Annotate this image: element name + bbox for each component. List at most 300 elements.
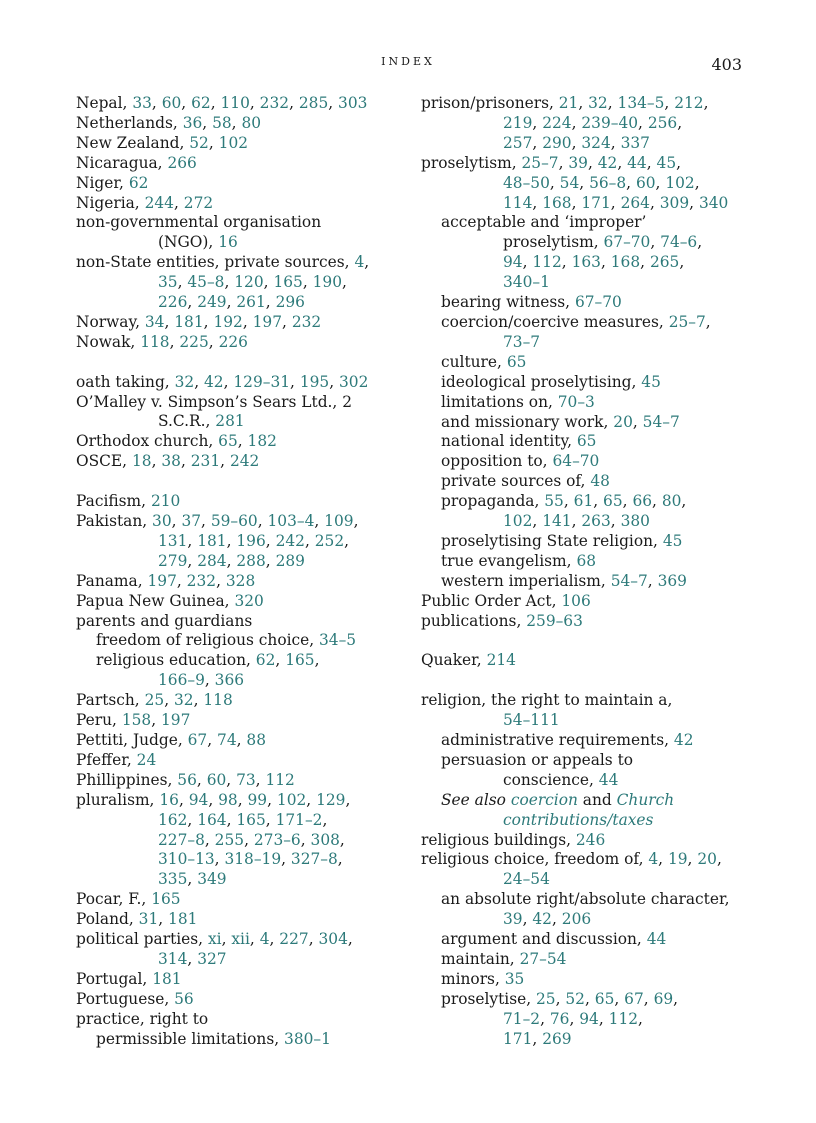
entry-text: , xyxy=(193,691,204,710)
page-reference[interactable]: 42 xyxy=(532,910,552,929)
page-reference[interactable]: 380–1 xyxy=(284,1029,331,1048)
page-reference[interactable]: 25 xyxy=(536,989,556,1008)
entry-text: , xyxy=(196,770,207,789)
page-reference[interactable]: 4 xyxy=(259,930,270,949)
entry-text: , xyxy=(658,850,668,869)
index-entry xyxy=(76,194,412,214)
page-reference[interactable]: xi xyxy=(207,930,222,949)
page-reference[interactable]: 34 xyxy=(144,312,165,331)
page-reference[interactable]: 27–54 xyxy=(519,949,567,968)
page-reference[interactable]: 33 xyxy=(132,94,152,112)
page-reference[interactable]: 4 xyxy=(648,850,659,869)
page-number: 403 xyxy=(711,55,742,74)
entry-text: religion, the right to maintain a, xyxy=(421,691,673,710)
page-reference[interactable]: 102 xyxy=(276,790,307,809)
page-reference[interactable]: 109 xyxy=(324,512,354,530)
page-reference[interactable]: 196 xyxy=(236,531,266,550)
page-reference[interactable]: 56–8 xyxy=(589,173,627,192)
entry-text: Panama, xyxy=(76,571,148,590)
page-reference[interactable]: 102 xyxy=(503,512,533,531)
page-reference[interactable]: 320 xyxy=(234,591,264,610)
entry-text: Nicaragua, xyxy=(76,153,168,172)
page-reference[interactable]: 171 xyxy=(581,193,611,212)
entry-text: , xyxy=(638,1009,643,1028)
index-continuation xyxy=(76,811,412,831)
entry-text: , xyxy=(571,133,582,152)
page-reference[interactable]: 259–63 xyxy=(526,611,583,630)
page-reference[interactable]: 284 xyxy=(197,551,227,570)
page-reference[interactable]: 66 xyxy=(632,492,653,511)
page-reference[interactable]: 19 xyxy=(667,850,688,869)
entry-text: , xyxy=(344,531,350,550)
entry-text: and missionary work, xyxy=(441,412,614,431)
page-reference[interactable]: 38 xyxy=(161,452,181,471)
page-reference[interactable]: 242 xyxy=(275,531,305,550)
page-reference[interactable]: 54 xyxy=(559,173,580,192)
page-reference[interactable]: 64–70 xyxy=(552,452,600,471)
page-reference[interactable]: 164 xyxy=(197,810,227,829)
page-reference[interactable]: 327–8 xyxy=(290,850,338,869)
page-reference[interactable]: 30 xyxy=(152,512,172,530)
entry-text: Nepal, xyxy=(76,94,133,112)
page-reference[interactable]: 68 xyxy=(576,551,597,570)
page-reference[interactable]: 308 xyxy=(310,830,340,849)
page-reference[interactable]: 60 xyxy=(635,173,656,192)
page-reference[interactable]: 62 xyxy=(191,94,211,112)
page-reference[interactable]: 168 xyxy=(542,193,572,212)
page-reference[interactable]: 32 xyxy=(588,94,608,112)
page-reference[interactable]: 182 xyxy=(247,432,277,451)
page-reference[interactable]: 369 xyxy=(657,571,687,590)
index-column-left xyxy=(76,94,412,1049)
running-header: INDEX xyxy=(381,55,435,68)
page-reference[interactable]: 181 xyxy=(197,531,227,550)
page-reference[interactable]: 288 xyxy=(236,551,266,570)
page-reference[interactable]: 249 xyxy=(197,293,227,312)
page-reference[interactable]: 310–13 xyxy=(158,850,215,869)
page-reference[interactable]: 20 xyxy=(697,850,717,869)
page-reference[interactable]: 39 xyxy=(568,153,588,172)
page-reference[interactable]: 70–3 xyxy=(557,392,595,411)
page-reference[interactable]: 16 xyxy=(159,790,179,809)
page-reference[interactable]: 272 xyxy=(183,193,214,212)
index-entry xyxy=(76,174,412,194)
entry-text: , xyxy=(540,1009,550,1028)
entry-text: , xyxy=(664,94,675,112)
page-reference[interactable]: 31 xyxy=(138,910,159,929)
page-reference[interactable]: 232 xyxy=(291,312,322,331)
index-column-right xyxy=(421,94,751,1049)
entry-text: , xyxy=(164,312,175,331)
index-continuation xyxy=(421,1010,751,1030)
page-reference[interactable]: 55 xyxy=(544,492,564,511)
entry-text: , xyxy=(181,94,192,112)
page-reference[interactable]: 21 xyxy=(558,94,579,112)
entry-text: , xyxy=(584,989,595,1008)
cross-reference-term[interactable]: contributions/taxes xyxy=(503,810,654,829)
page-reference[interactable]: 56 xyxy=(177,770,197,789)
page-reference[interactable]: 24 xyxy=(136,750,157,769)
page-reference[interactable]: 32 xyxy=(174,372,195,391)
cross-reference-term[interactable]: Church xyxy=(616,790,675,809)
page-reference[interactable]: 181 xyxy=(152,969,182,988)
page-reference[interactable]: 32 xyxy=(174,691,194,710)
page-reference[interactable]: 165 xyxy=(151,890,181,909)
entry-text: , xyxy=(151,94,162,112)
page-reference[interactable]: 224 xyxy=(542,113,572,132)
page-reference[interactable]: 35 xyxy=(504,969,525,988)
page-reference[interactable]: 94 xyxy=(503,253,523,272)
entry-text: , xyxy=(652,492,662,511)
page-reference[interactable]: 25–7 xyxy=(668,312,706,331)
page-reference[interactable]: 69 xyxy=(653,989,674,1008)
page-reference[interactable]: 129–31 xyxy=(233,372,291,391)
page-reference[interactable]: 42 xyxy=(597,153,618,172)
page-reference[interactable]: 67–70 xyxy=(574,293,622,312)
entry-text: , xyxy=(650,233,661,252)
page-reference[interactable]: 166–9 xyxy=(158,671,205,690)
page-reference[interactable]: 65 xyxy=(603,492,623,511)
page-reference[interactable]: 314 xyxy=(158,949,188,968)
index-subentry xyxy=(421,452,751,472)
entry-text: , xyxy=(263,273,274,292)
page-reference[interactable]: 88 xyxy=(246,730,267,749)
page-reference[interactable]: 67 xyxy=(187,730,208,749)
page-reference[interactable]: 45 xyxy=(656,153,677,172)
page-reference[interactable]: 206 xyxy=(561,910,592,929)
page-reference[interactable]: 74–6 xyxy=(660,233,698,252)
page-reference[interactable]: 114 xyxy=(503,193,533,212)
page-reference[interactable]: 165 xyxy=(285,651,315,670)
page-reference[interactable]: xii xyxy=(231,930,250,949)
page-reference[interactable]: 48–50 xyxy=(503,173,550,192)
entry-text: , xyxy=(151,711,162,730)
index-subentry xyxy=(76,631,412,651)
page-reference[interactable]: 45 xyxy=(662,531,683,550)
page-reference[interactable]: 80 xyxy=(241,113,262,132)
page-reference[interactable]: 227 xyxy=(279,930,309,949)
page-reference[interactable]: 45 xyxy=(641,372,661,391)
page-reference[interactable]: 171 xyxy=(503,1029,533,1048)
page-reference[interactable]: 197 xyxy=(147,571,177,590)
index-entry xyxy=(421,850,751,870)
page-reference[interactable]: 289 xyxy=(275,551,305,570)
page-reference[interactable]: 273–6 xyxy=(253,830,301,849)
page-reference[interactable]: 261 xyxy=(236,293,266,312)
page-reference[interactable]: 48 xyxy=(590,472,610,491)
page-reference[interactable]: 232 xyxy=(186,571,217,590)
entry-text: New Zealand, xyxy=(76,133,190,152)
page-reference[interactable]: 52 xyxy=(565,989,585,1008)
page-reference[interactable]: 263 xyxy=(581,512,611,531)
page-reference[interactable]: 168 xyxy=(610,253,641,272)
entry-text: , xyxy=(328,94,339,112)
entry-text: , xyxy=(694,173,700,192)
page-reference[interactable]: 120 xyxy=(234,273,264,292)
entry-text: (NGO), xyxy=(158,233,219,252)
index-spacer xyxy=(421,671,751,691)
page-reference[interactable]: 98 xyxy=(218,790,238,809)
index-entry xyxy=(76,333,412,353)
page-reference[interactable]: 265 xyxy=(649,253,680,272)
index-entry xyxy=(76,691,412,711)
page-reference[interactable]: 195 xyxy=(299,372,330,391)
entry-text: , xyxy=(265,531,276,550)
page-reference[interactable]: 340–1 xyxy=(503,273,550,292)
page-reference[interactable]: 67–70 xyxy=(603,233,651,252)
index-continuation xyxy=(76,950,412,970)
page-reference[interactable]: 304 xyxy=(318,930,348,949)
index-subentry xyxy=(421,950,751,970)
entry-text: , xyxy=(249,930,260,949)
page-reference[interactable]: 16 xyxy=(218,233,238,252)
page-reference[interactable]: 36 xyxy=(182,113,203,132)
page-reference[interactable]: 324 xyxy=(581,133,611,152)
page-reference[interactable]: 269 xyxy=(542,1029,572,1048)
index-subentry xyxy=(421,432,751,452)
page-reference[interactable]: 328 xyxy=(225,571,256,590)
page-reference[interactable]: 281 xyxy=(215,412,245,431)
index-subentry xyxy=(421,930,751,950)
page-reference[interactable]: 39 xyxy=(503,910,523,929)
page-reference[interactable]: 112 xyxy=(532,253,562,272)
page-reference[interactable]: 99 xyxy=(247,790,268,809)
page-reference[interactable]: 25–7 xyxy=(521,153,559,172)
index-subentry xyxy=(421,970,751,990)
page-reference[interactable]: 44 xyxy=(646,930,667,949)
page-reference[interactable]: 102 xyxy=(665,173,695,192)
entry-text: , xyxy=(289,94,299,112)
page-reference[interactable]: 303 xyxy=(338,94,368,112)
page-reference[interactable]: 45–8 xyxy=(187,273,225,292)
page-reference[interactable]: 366 xyxy=(214,671,245,690)
page-reference[interactable]: 162 xyxy=(158,810,188,829)
index-continuation xyxy=(421,870,751,890)
page-reference[interactable]: 18 xyxy=(131,452,152,471)
index-entry xyxy=(76,313,412,333)
page-reference[interactable]: 163 xyxy=(571,253,601,272)
page-reference[interactable]: 94 xyxy=(188,790,209,809)
entry-text: , xyxy=(210,94,221,112)
entry-text: bearing witness, xyxy=(441,293,575,312)
entry-text: , xyxy=(244,830,254,849)
entry-text: coercion/coercive measures, xyxy=(441,312,669,331)
page-reference[interactable]: 74 xyxy=(217,730,237,749)
page-reference[interactable]: 54–111 xyxy=(503,711,560,730)
page-reference[interactable]: 296 xyxy=(275,293,305,312)
page-reference[interactable]: 62 xyxy=(255,651,276,670)
page-reference[interactable]: 165 xyxy=(273,273,303,292)
page-reference[interactable]: 54–7 xyxy=(610,571,648,590)
page-reference[interactable]: 242 xyxy=(229,452,260,471)
page-reference[interactable]: 197 xyxy=(252,312,283,331)
entry-text: Papua New Guinea, xyxy=(76,591,235,610)
page-reference[interactable]: 73–7 xyxy=(503,332,541,351)
page-reference[interactable]: 290 xyxy=(542,133,572,152)
index-subentry xyxy=(421,393,751,413)
page-reference[interactable]: 20 xyxy=(613,412,633,431)
index-subentry xyxy=(421,572,751,592)
entry-text: , xyxy=(164,691,174,710)
page-reference[interactable]: 239–40 xyxy=(581,113,639,132)
entry-text: , xyxy=(267,790,277,809)
entry-text: , xyxy=(265,293,276,312)
page-reference[interactable]: 62 xyxy=(128,173,149,192)
entry-text: , xyxy=(607,94,618,112)
page-reference[interactable]: 335 xyxy=(158,870,188,889)
page-reference[interactable]: 246 xyxy=(575,830,606,849)
page-reference[interactable]: 197 xyxy=(161,711,191,730)
index-spacer xyxy=(421,631,751,651)
page-reference[interactable]: 219 xyxy=(503,113,533,132)
cross-reference-term[interactable]: coercion xyxy=(510,790,578,809)
index-continuation xyxy=(421,811,751,831)
page-reference[interactable]: 65 xyxy=(576,432,597,451)
page-reference[interactable]: 210 xyxy=(150,492,181,511)
page-reference[interactable]: 131 xyxy=(158,531,188,550)
page-reference[interactable]: 106 xyxy=(561,591,591,610)
page-reference[interactable]: 102 xyxy=(218,133,249,152)
index-continuation xyxy=(421,233,751,253)
page-reference[interactable]: 279 xyxy=(158,551,188,570)
page-reference[interactable]: 134–5 xyxy=(617,94,665,112)
entry-text: , xyxy=(221,930,232,949)
page-reference[interactable]: 255 xyxy=(214,830,245,849)
page-reference[interactable]: 65 xyxy=(594,989,615,1008)
page-reference[interactable]: 192 xyxy=(213,312,243,331)
page-reference[interactable]: 112 xyxy=(265,770,295,789)
page-reference[interactable]: 35 xyxy=(158,273,178,292)
index-subentry xyxy=(421,213,751,233)
entry-text: , xyxy=(579,173,590,192)
entry-text: , xyxy=(561,253,572,272)
page-reference[interactable]: 60 xyxy=(161,94,182,112)
index-subentry xyxy=(421,791,751,811)
page-reference[interactable]: 61 xyxy=(573,492,594,511)
page-reference[interactable]: 337 xyxy=(620,133,650,152)
page-reference[interactable]: 318–19 xyxy=(224,850,282,869)
index-continuation xyxy=(421,134,751,154)
page-reference[interactable]: 232 xyxy=(259,94,290,112)
page-reference[interactable]: 302 xyxy=(339,372,369,391)
page-reference[interactable]: 73 xyxy=(236,770,256,789)
page-reference[interactable]: 309 xyxy=(659,193,690,212)
index-entry xyxy=(76,1010,412,1030)
page-reference[interactable]: 76 xyxy=(549,1009,570,1028)
page-reference[interactable]: 71–2 xyxy=(503,1009,541,1028)
page-reference[interactable]: 65 xyxy=(218,432,238,451)
page-reference[interactable]: 118 xyxy=(203,691,233,710)
page-reference[interactable]: 94 xyxy=(579,1009,599,1028)
page-reference[interactable]: 226 xyxy=(158,293,188,312)
page-reference[interactable]: 34–5 xyxy=(319,631,357,650)
entry-text: , xyxy=(224,273,235,292)
page-reference[interactable]: 103–4 xyxy=(267,512,315,530)
entry-text: Norway, xyxy=(76,312,145,331)
entry-text: , xyxy=(364,253,370,272)
page-reference[interactable]: 226 xyxy=(218,332,248,351)
entry-text: , xyxy=(226,810,237,829)
page-reference[interactable]: 266 xyxy=(167,153,197,172)
entry-text: , xyxy=(649,193,660,212)
entry-text: pluralism, xyxy=(76,790,160,809)
page-reference[interactable]: 24–54 xyxy=(503,870,550,889)
page-reference[interactable]: 25 xyxy=(144,691,165,710)
page-reference[interactable]: 54–7 xyxy=(642,412,680,431)
entry-text: , xyxy=(207,730,218,749)
entry-text: , xyxy=(676,153,682,172)
page-reference[interactable]: 56 xyxy=(174,989,194,1008)
page-reference[interactable]: 257 xyxy=(503,133,533,152)
entry-text: , xyxy=(249,94,260,112)
entry-text: Peru, xyxy=(76,711,122,730)
page-reference[interactable]: 4 xyxy=(354,253,365,272)
page-reference[interactable]: 44 xyxy=(598,770,619,789)
page-reference[interactable]: 181 xyxy=(168,910,198,929)
page-reference[interactable]: 58 xyxy=(212,113,232,132)
entry-text: , xyxy=(180,452,191,471)
page-reference[interactable]: 214 xyxy=(486,651,516,670)
page-reference[interactable]: 80 xyxy=(661,492,682,511)
page-reference[interactable]: 42 xyxy=(203,372,224,391)
page-reference[interactable]: 37 xyxy=(181,512,202,530)
page-reference[interactable]: 327 xyxy=(197,949,227,968)
page-reference[interactable]: 65 xyxy=(506,352,527,371)
page-reference[interactable]: 171–2 xyxy=(275,810,323,829)
page-reference[interactable]: 380 xyxy=(620,512,650,531)
page-reference[interactable]: 60 xyxy=(206,770,227,789)
page-reference[interactable]: 190 xyxy=(312,273,343,292)
page-reference[interactable]: 67 xyxy=(624,989,644,1008)
page-reference[interactable]: 44 xyxy=(627,153,647,172)
page-reference[interactable]: 129 xyxy=(316,790,346,809)
index-continuation xyxy=(76,293,412,313)
page-reference[interactable]: 42 xyxy=(673,730,694,749)
page-reference[interactable]: 158 xyxy=(121,711,152,730)
entry-text: , xyxy=(532,1029,543,1048)
page-reference[interactable]: 264 xyxy=(620,193,650,212)
entry-text: OSCE, xyxy=(76,452,132,471)
page-reference[interactable]: 181 xyxy=(174,312,204,331)
page-reference[interactable]: 227–8 xyxy=(158,830,205,849)
index-continuation xyxy=(76,233,412,253)
entry-text: Pakistan, xyxy=(76,512,153,530)
page-reference[interactable]: 252 xyxy=(314,531,345,550)
index-entry xyxy=(76,94,412,114)
page-reference[interactable]: 225 xyxy=(179,332,209,351)
page-reference[interactable]: 118 xyxy=(140,332,170,351)
page-reference[interactable]: 165 xyxy=(236,810,266,829)
page-reference[interactable]: 340 xyxy=(698,193,729,212)
page-reference[interactable]: 285 xyxy=(298,94,329,112)
page-reference[interactable]: 52 xyxy=(189,133,209,152)
page-reference[interactable]: 59–60 xyxy=(210,512,258,530)
page-reference[interactable]: 112 xyxy=(608,1009,639,1028)
page-reference[interactable]: 244 xyxy=(144,193,174,212)
page-reference[interactable]: 231 xyxy=(190,452,221,471)
entry-text: , xyxy=(290,372,300,391)
page-reference[interactable]: 256 xyxy=(647,113,678,132)
index-continuation xyxy=(421,771,751,791)
page-reference[interactable]: 141 xyxy=(542,512,572,531)
entry-text: , xyxy=(655,173,666,192)
page-reference[interactable]: 349 xyxy=(197,870,227,889)
page-reference[interactable]: 110 xyxy=(220,94,250,112)
index-entry xyxy=(76,213,412,233)
index-subentry xyxy=(76,651,412,671)
page-reference[interactable]: 212 xyxy=(674,94,704,112)
entry-text: , xyxy=(304,531,315,550)
